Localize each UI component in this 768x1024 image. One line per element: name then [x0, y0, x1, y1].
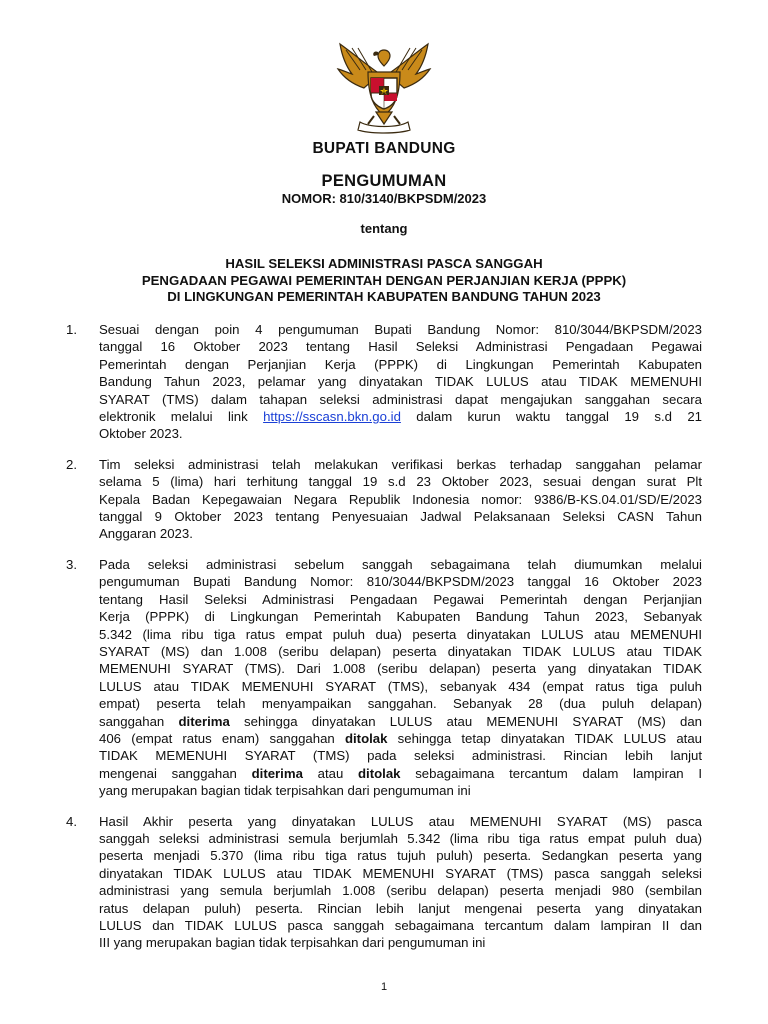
title-line: DI LINGKUNGAN PEMERINTAH KABUPATEN BANDUNG TAHUN 2023: [167, 289, 601, 304]
text-line: Anggaran 2023.: [99, 526, 193, 542]
item-number: 3.: [66, 556, 77, 572]
text-segment: sebagaimana tercantum dalam lampiran I: [400, 765, 702, 781]
document-number: NOMOR: 810/3140/BKPSDM/2023: [281, 191, 487, 206]
item-number: 1.: [66, 322, 77, 337]
text-line: 5.342 (lima ribu tiga ratus empat puluh dua) peserta dinyatakan LULUS atau MEMENUHI: [99, 626, 702, 642]
sscasn-link[interactable]: https://sscasn.bkn.go.id: [263, 409, 401, 425]
bold-term: diterima: [178, 713, 230, 729]
bold-term: diterima: [251, 765, 303, 781]
text-line: SYARAT (MS) dan 1.008 (seribu delapan) peserta dinyatakan TIDAK LULUS atau TIDAK: [99, 643, 702, 659]
item-text: [99, 456, 702, 543]
text-line: dinyatakan TIDAK LULUS atau TIDAK MEMENUHI SYARAT (TMS) pasca sanggah seleksi: [99, 865, 702, 881]
text-line: ratus delapan puluh) peserta. Rincian lebih lanjut mengenai peserta yang dinyatakan: [99, 900, 702, 916]
text-line: tentang Hasil Seleksi Administrasi Pengadaan Pegawai Pemerintah dengan Perjanjian: [99, 591, 702, 607]
text-line: tanggal 9 Oktober 2023 tentang Penyesuaian Jadwal Pelaksanaan Seleksi CASN Tahun: [99, 509, 702, 525]
issuer-heading: BUPATI BANDUNG: [312, 140, 456, 157]
text-segment: sanggahan: [99, 713, 179, 729]
text-segment: sehingga tetap dinyatakan TIDAK LULUS atau: [387, 730, 702, 746]
text-segment: elektronik melalui link: [99, 409, 264, 425]
text-line: Hasil Akhir peserta yang dinyatakan LULUS atau MEMENUHI SYARAT (MS) pasca: [99, 813, 702, 829]
text-line: [99, 713, 702, 730]
text-line: III yang merupakan bagian tidak terpisahkan dari pengumuman ini: [99, 935, 486, 951]
item-number: 4.: [66, 813, 77, 829]
title-line: HASIL SELEKSI ADMINISTRASI PASCA SANGGAH: [225, 256, 543, 271]
list-item: [66, 456, 702, 543]
text-line: Pada seleksi administrasi sebelum sanggah sebagaimana telah diumumkan melalui: [99, 556, 702, 572]
text-segment: mengenai sanggahan: [99, 765, 252, 781]
title-line: PENGADAAN PEGAWAI PEMERINTAH DENGAN PERJANJIAN KERJA (PPPK): [141, 272, 627, 288]
page-number: 1: [380, 981, 388, 993]
text-segment: 406 (empat ratus enam) sanggahan: [99, 730, 345, 746]
text-line: Tim seleksi administrasi telah melakukan verifikasi berkas terhadap sanggahan pelamar: [99, 456, 702, 472]
text-line: MEMENUHI SYARAT (TMS). Dari 1.008 (seribu delapan) peserta yang dinyatakan TIDAK: [99, 661, 702, 677]
head: [378, 50, 390, 66]
document-title: [0, 256, 768, 306]
garuda-pancasila-emblem: [330, 36, 438, 136]
tail: [376, 112, 392, 124]
text-line: empat) peserta telah menyampaikan sanggahan. Sebanyak 28 (dua puluh delapan): [99, 696, 702, 712]
text-line: pengumuman Bupati Bandung Nomor: 810/3044/BKPSDM/2023 tanggal 16 Oktober 2023: [99, 574, 702, 590]
text-line: LULUS dan TIDAK LULUS pasca sanggah sebagaimana tercantum dalam lampiran II dan: [99, 918, 702, 933]
text-line: Pemerintah dengan Perjanjian Kerja (PPPK) di Lingkungan Pemerintah Kabupaten: [99, 356, 702, 372]
item-text: [99, 813, 702, 952]
text-line: Oktober 2023.: [99, 426, 183, 442]
text-line: administrasi yang semula berjumlah 1.008 (seribu delapan) peserta menjadi 980 (sembilan: [99, 883, 702, 899]
list-item: [66, 813, 702, 952]
text-line: yang merupakan bagian tidak terpisahkan dari pengumuman ini: [99, 783, 471, 799]
text-line: Kerja (PPPK) di Lingkungan Pemerintah Kabupaten Bandung Tahun 2023, Sebanyak: [99, 609, 702, 625]
item-number: 2.: [66, 456, 77, 472]
list-item: [66, 321, 702, 443]
text-line: tanggal 16 Oktober 2023 tentang Hasil Seleksi Administrasi Pengadaan Pegawai: [99, 339, 702, 355]
text-segment: sehingga dinyatakan LULUS atau MEMENUHI SYARAT (MS) dan: [229, 713, 702, 729]
text-segment: atau: [302, 765, 358, 781]
announcement-items: [66, 321, 702, 965]
text-segment: dalam kurun waktu tanggal 19 s.d 21: [400, 409, 702, 425]
bold-term: ditolak: [344, 730, 388, 746]
list-item: [66, 556, 702, 800]
text-line: Kepala Badan Kepegawaian Negara Republik Indonesia nomor: 9386/B-KS.04.01/SD/E/2023: [99, 491, 702, 507]
document-type-heading: PENGUMUMAN: [321, 172, 447, 190]
about-label: tentang: [360, 221, 408, 236]
bold-term: ditolak: [358, 765, 401, 781]
text-line: sanggah seleksi administrasi semula berjumlah 5.342 (lima ribu tiga ratus empat puluh dua): [99, 830, 702, 846]
text-line: TIDAK MEMENUHI SYARAT (TMS) pada seleksi administrasi. Rincian lebih lanjut: [99, 748, 702, 764]
text-line: SYARAT (TMS) dalam tahapan seleksi administrasi dapat mengajukan sanggahan secara: [99, 391, 702, 407]
text-line: Sesuai dengan poin 4 pengumuman Bupati Bandung Nomor: 810/3044/BKPSDM/2023: [99, 322, 702, 337]
item-text: [99, 556, 702, 800]
text-line: LULUS atau TIDAK MEMENUHI SYARAT (TMS), sebanyak 434 (empat ratus tiga puluh: [99, 678, 702, 694]
item-text: [99, 321, 702, 443]
text-line: Bandung Tahun 2023, pelamar yang dinyatakan TIDAK LULUS atau TIDAK MEMENUHI: [99, 374, 702, 390]
text-line: [99, 765, 702, 782]
text-line: selama 5 (lima) hari terhitung tanggal 19 s.d 23 Oktober 2023, sesuai dengan surat Plt: [99, 474, 702, 490]
text-line: [99, 408, 702, 425]
text-line: peserta menjadi 5.370 (lima ribu tiga ratus tujuh puluh) peserta. Sedangkan peserta yang: [99, 848, 702, 864]
text-line: [99, 730, 702, 747]
